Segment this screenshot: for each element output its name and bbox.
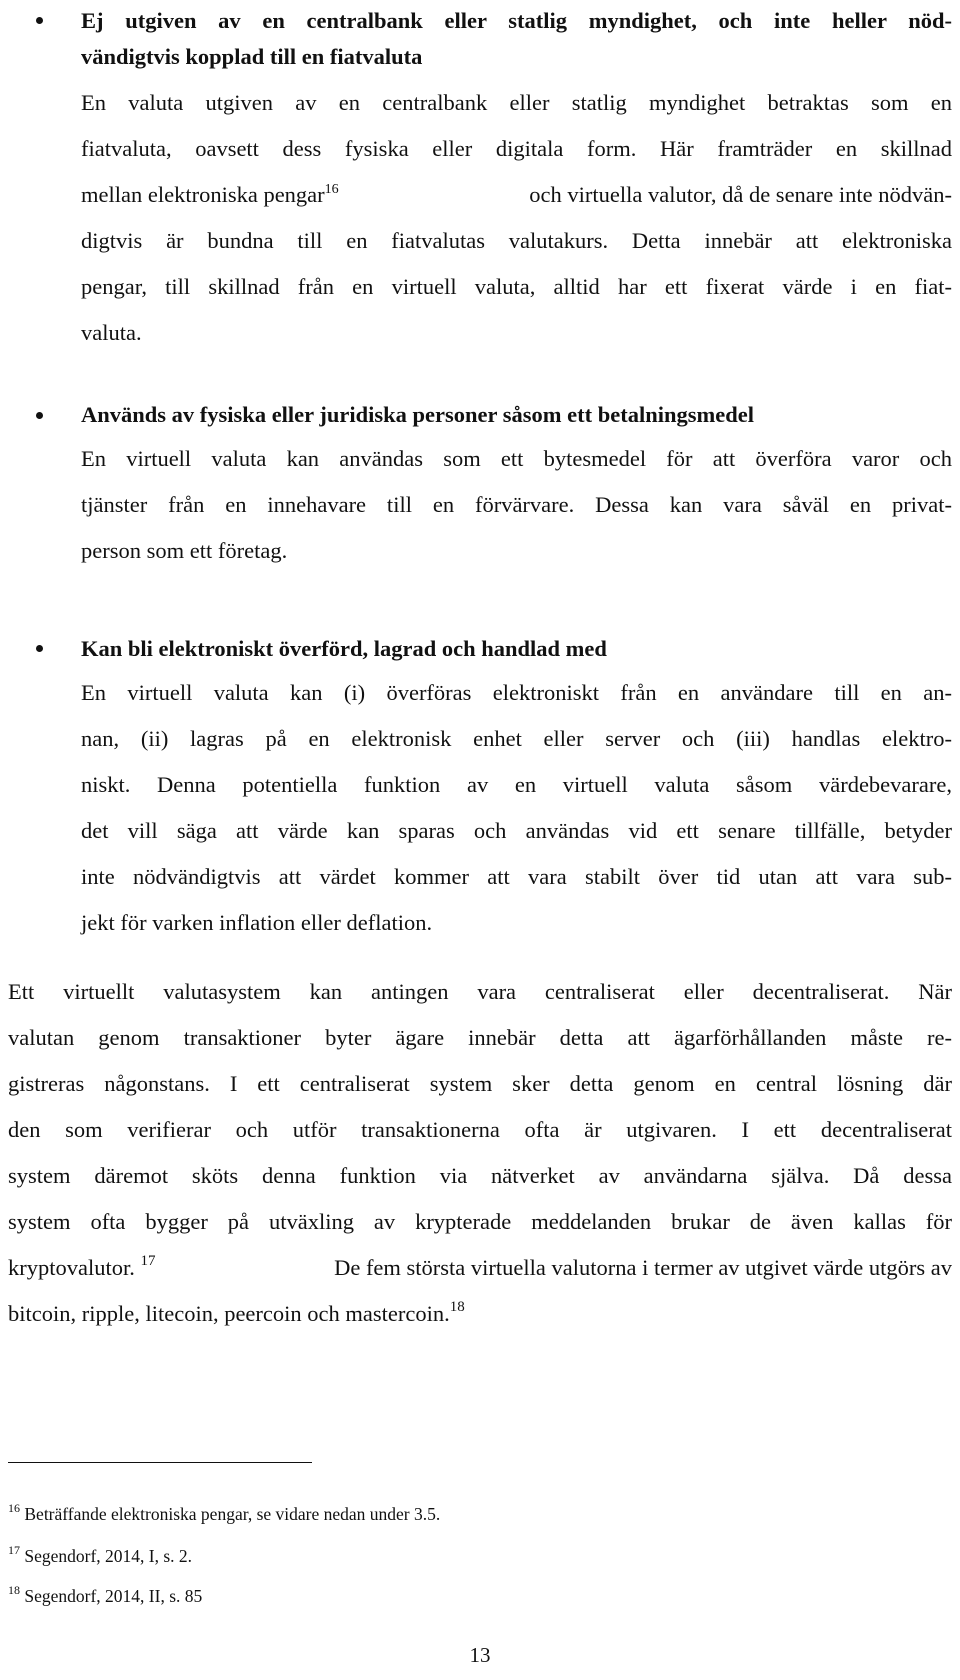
- body-line: niskt. Denna potentiella funktion av en virtuell valuta såsom värdebevarare,: [81, 772, 952, 797]
- body-line: pengar, till skillnad från en virtuell valuta, alltid har ett fixerat värde i en fiat-: [81, 274, 952, 299]
- footnote-number: 17: [8, 1543, 20, 1557]
- paragraph-line: bitcoin, ripple, litecoin, peercoin och mastercoin.$^{18}$: [8, 1299, 465, 1326]
- footnote-text: Beträffande elektroniska pengar, se vidare nedan under 3.5.: [24, 1504, 441, 1524]
- footnote-ref[interactable]: 16: [324, 182, 339, 197]
- body-line: inte nödvändigtvis att värdet kommer att vara stabilt över tid utan att vara sub-: [81, 864, 952, 889]
- body-line: det vill säga att värde kan sparas och användas vid ett senare tillfälle, betyder: [81, 818, 952, 843]
- paragraph-line: [8, 1253, 952, 1283]
- bullet-heading: Ej utgiven av en centralbank eller statlig myndighet, och inte heller nöd-: [81, 8, 952, 33]
- bullet-heading: Kan bli elektroniskt överförd, lagrad och handlad med: [81, 636, 607, 661]
- paragraph-text: kryptovalutor. $^{17}$: [8, 1253, 156, 1280]
- body-line: tjänster från en innehavare till en förvärvare. Dessa kan vara såväl en privat-: [81, 492, 952, 517]
- bullet-dot: [36, 412, 43, 419]
- body-line: En valuta utgiven av en centralbank eller statlig myndighet betraktas som en: [81, 90, 952, 115]
- bullet-dot: [36, 645, 43, 652]
- body-line: valuta.: [81, 320, 142, 345]
- footnote-text: Segendorf, 2014, I, s. 2.: [24, 1546, 193, 1566]
- body-line: En virtuell valuta kan användas som ett bytesmedel för att överföra varor och: [81, 446, 952, 471]
- footnote: [8, 1545, 192, 1567]
- footnote-separator: [8, 1462, 312, 1463]
- paragraph-line: system däremot sköts denna funktion via nätverket av användarna själva. Då dessa: [8, 1163, 952, 1188]
- paragraph-line: valutan genom transaktioner byter ägare innebär detta att ägarförhållanden måste re-: [8, 1025, 952, 1050]
- body-line: person som ett företag.: [81, 538, 288, 563]
- body-text: mellan elektroniska pengar$^{16}$: [81, 182, 339, 207]
- body-line: digtvis är bundna till en fiatvalutas valutakurs. Detta innebär att elektroniska: [81, 228, 952, 253]
- paragraph-line: system ofta bygger på utväxling av krypterade meddelanden brukar de även kallas för: [8, 1209, 952, 1234]
- footnote-number: 18: [8, 1583, 20, 1597]
- page-number: 13: [469, 1643, 491, 1667]
- paragraph-line: Ett virtuellt valutasystem kan antingen vara centraliserat eller decentraliserat. När: [8, 979, 952, 1004]
- body-line: [81, 180, 952, 210]
- footnote-number: 16: [8, 1501, 20, 1515]
- body-text: och virtuella valutor, då de senare inte nödvän-: [529, 182, 952, 207]
- paragraph-line: den som verifierar och utför transaktionerna ofta är utgivaren. I ett decentraliserat: [8, 1117, 952, 1142]
- paragraph-text: De fem största virtuella valutorna i termer av utgivet värde utgörs av: [334, 1255, 952, 1280]
- footnote-ref[interactable]: 18: [449, 1299, 465, 1315]
- body-line: jekt för varken inflation eller deflation.: [81, 910, 433, 935]
- body-line: nan, (ii) lagras på en elektronisk enhet eller server och (iii) handlas elektro-: [81, 726, 952, 751]
- paragraph-line: gistreras någonstans. I ett centraliserat system sker detta genom en central lösning där: [8, 1071, 952, 1096]
- bullet-heading: Används av fysiska eller juridiska personer såsom ett betalningsmedel: [81, 402, 754, 427]
- body-line: En virtuell valuta kan (i) överföras elektroniskt från en användare till en an-: [81, 680, 952, 705]
- footnote-ref[interactable]: 17: [140, 1253, 156, 1269]
- bullet-heading: vändigtvis kopplad till en fiatvaluta: [81, 44, 423, 69]
- footnote: [8, 1585, 202, 1607]
- footnote-text: Segendorf, 2014, II, s. 85: [24, 1586, 203, 1606]
- footnote: [8, 1503, 440, 1525]
- bullet-dot: [36, 17, 43, 24]
- body-line: fiatvaluta, oavsett dess fysiska eller digitala form. Här framträder en skillnad: [81, 136, 952, 161]
